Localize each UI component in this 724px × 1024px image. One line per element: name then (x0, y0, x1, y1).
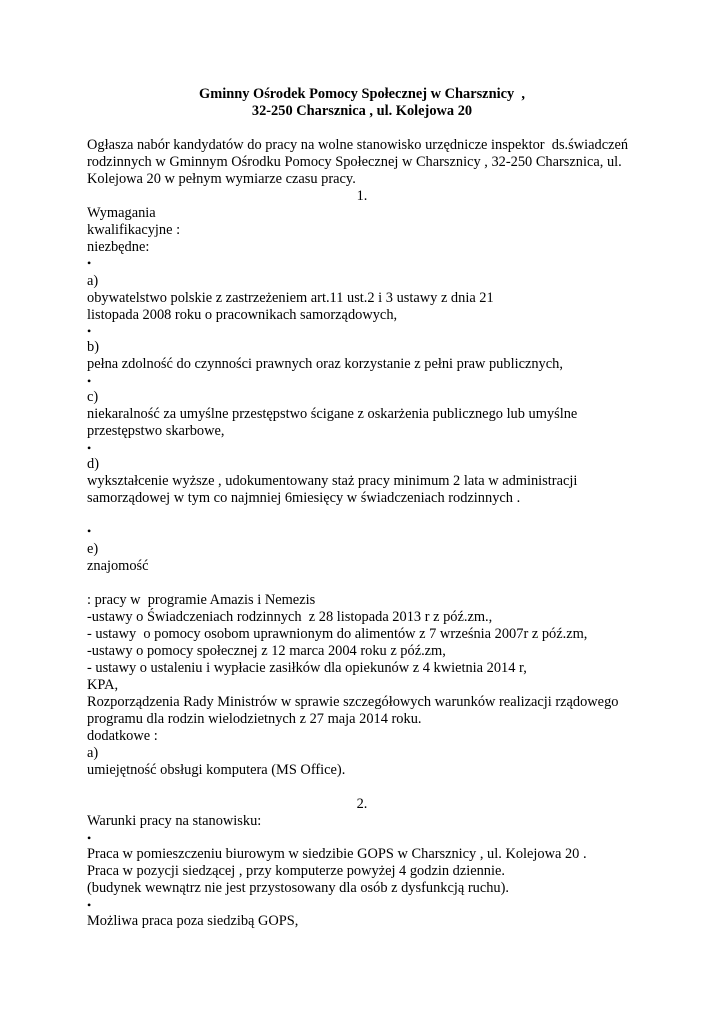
bullet-icon: • (87, 898, 92, 912)
item-e-line-2: : pracy w programie Amazis i Nemezis (87, 592, 316, 608)
item-b-label: b) (87, 339, 99, 355)
intro-line-2: rodzinnych w Gminnym Ośrodku Pomocy Społecznej w Charsznicy , 32-250 Charsznica, ul. (87, 154, 622, 170)
item-a-label: a) (87, 273, 99, 289)
item-e-line-6: - ustawy o ustaleniu i wypłacie zasiłków dla opiekunów z 4 kwietnia 2014 r, (87, 660, 527, 676)
bullet-icon: • (87, 524, 92, 538)
bullet-icon: • (87, 256, 92, 270)
bullet-icon: • (87, 831, 92, 845)
bullet-icon: • (87, 324, 92, 338)
conditions-line-1: Praca w pomieszczeniu biurowym w siedzibie GOPS w Charsznicy , ul. Kolejowa 20 . (87, 846, 587, 862)
requirements-heading-3: niezbędne: (87, 239, 150, 255)
conditions-line-2: Praca w pozycji siedzącej , przy komputerze powyżej 4 godzin dziennie. (87, 863, 505, 879)
additional-heading: dodatkowe : (87, 728, 158, 744)
item-e-line-8: Rozporządzenia Rady Ministrów w sprawie szczegółowych warunków realizacji rządowego (87, 694, 619, 710)
additional-a-line-1: umiejętność obsługi komputera (MS Office). (87, 762, 346, 778)
item-e-line-9: programu dla rodzin wielodzietnych z 27 maja 2014 roku. (87, 711, 422, 727)
item-a-line-2: listopada 2008 roku o pracownikach samorządowych, (87, 307, 398, 323)
item-e-line-4: - ustawy o pomocy osobom uprawnionym do alimentów z 7 września 2007r z póź.zm, (87, 626, 588, 642)
item-c-label: c) (87, 389, 99, 405)
bullet-icon: • (87, 374, 92, 388)
bullet-icon: • (87, 441, 92, 455)
additional-a-label: a) (87, 745, 99, 761)
requirements-heading-1: Wymagania (87, 205, 156, 221)
work-conditions-heading: Warunki pracy na stanowisku: (87, 813, 262, 829)
item-c-line-2: przestępstwo skarbowe, (87, 423, 225, 439)
section-1-number: 1. (356, 188, 368, 204)
item-d-line-2: samorządowej w tym co najmniej 6miesięcy w świadczeniach rodzinnych . (87, 490, 521, 506)
conditions-line-3: (budynek wewnątrz nie jest przystosowany dla osób z dysfunkcją ruchu). (87, 880, 510, 896)
title-line-1: Gminny Ośrodek Pomocy Społecznej w Charsznicy , (199, 86, 525, 102)
item-a-line-1: obywatelstwo polskie z zastrzeżeniem art.11 ust.2 i 3 ustawy z dnia 21 (87, 290, 494, 306)
item-e-line-7: KPA, (87, 677, 119, 693)
item-d-line-1: wykształcenie wyższe , udokumentowany staż pracy minimum 2 lata w administracji (87, 473, 578, 489)
conditions-line-4: Możliwa praca poza siedzibą GOPS, (87, 913, 299, 929)
title-line-2: 32-250 Charsznica , ul. Kolejowa 20 (251, 103, 473, 119)
item-e-line-3: -ustawy o Świadczeniach rodzinnych z 28 listopada 2013 r z póź.zm., (87, 609, 493, 625)
item-d-label: d) (87, 456, 99, 472)
item-b-line-1: pełna zdolność do czynności prawnych oraz korzystanie z pełni praw publicznych, (87, 356, 563, 372)
item-e-line-1: znajomość (87, 558, 149, 574)
item-c-line-1: niekaralność za umyślne przestępstwo ścigane z oskarżenia publicznego lub umyślne (87, 406, 578, 422)
item-e-line-5: -ustawy o pomocy społecznej z 12 marca 2004 roku z póź.zm, (87, 643, 446, 659)
intro-line-3: Kolejowa 20 w pełnym wymiarze czasu pracy. (87, 171, 356, 187)
section-2-number: 2. (356, 796, 368, 812)
requirements-heading-2: kwalifikacyjne : (87, 222, 181, 238)
intro-line-1: Ogłasza nabór kandydatów do pracy na wolne stanowisko urzędnicze inspektor ds.świadczeń (87, 137, 629, 153)
item-e-label: e) (87, 541, 99, 557)
